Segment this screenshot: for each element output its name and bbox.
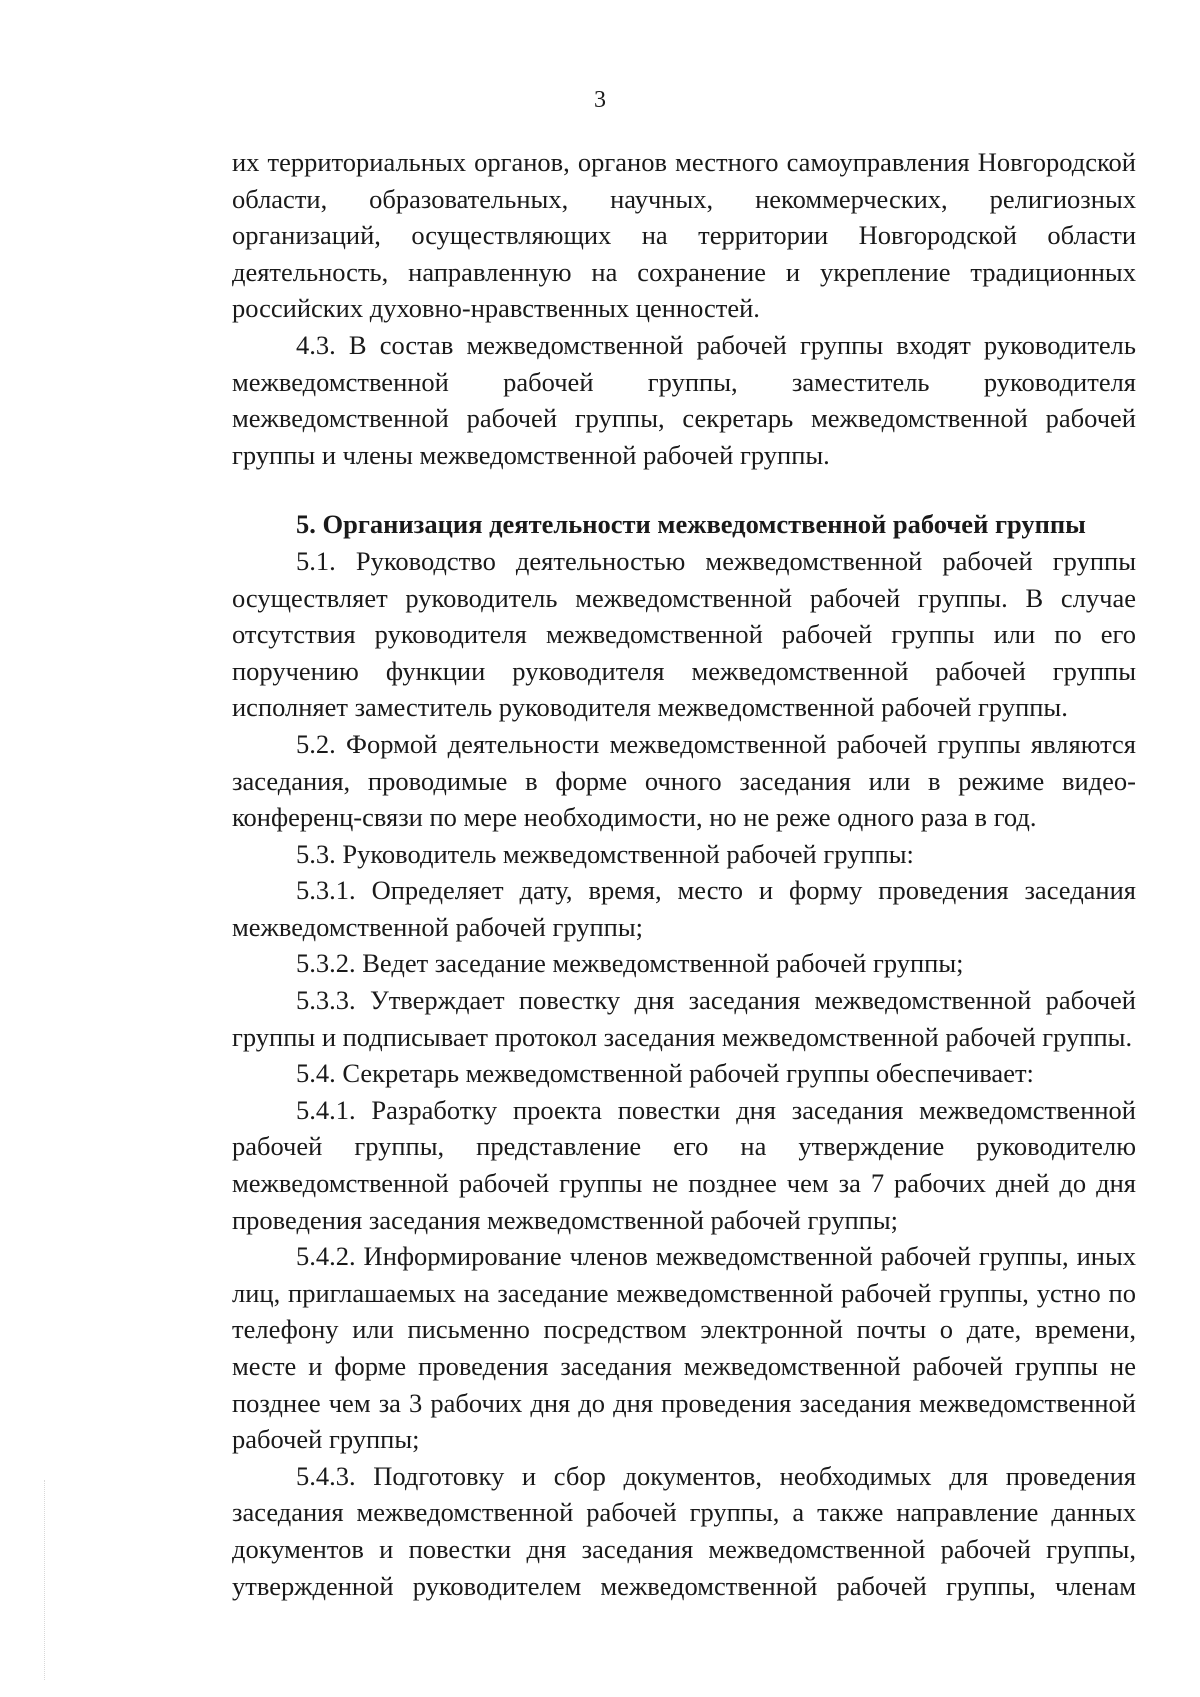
scan-edge-marks — [44, 1480, 47, 1680]
paragraph-5-4-2: 5.4.2. Информирование членов межведомственной рабочей группы, иных лиц, приглашаемых на заседание межведомственной рабочей группы, устно по телефону или письменно посредством электронной почты о дате, времени, месте и форме проведения заседания межведомственной рабочей группы не позднее чем за 3 рабочих дня до дня проведения заседания межведомственной рабочей группы; — [232, 1241, 1136, 1455]
paragraph-4-3: 4.3. В состав межведомственной рабочей группы входят руководитель межведомственной рабочей группы, заместитель руководителя межведомственной рабочей группы, секретарь межведомственной рабочей группы и члены межведомственной рабочей группы. — [232, 329, 1136, 470]
paragraph-5-3-1: 5.3.1. Определяет дату, время, место и форму проведения заседания межведомственной рабочей группы; — [232, 875, 1136, 942]
paragraph-5-3: 5.3. Руководитель межведомственной рабочей группы: — [296, 838, 914, 869]
paragraph-intro: их территориальных органов, органов местного самоуправления Новгородской области, образовательных, научных, некоммерческих, религиозных организаций, осуществляющих на территории Новгородской области деятельность, направленную на сохранение и укрепление традиционных российских духовно-нравственных ценностей. — [232, 147, 1136, 324]
paragraph-5-4-3: 5.4.3. Подготовку и сбор документов, необходимых для проведения заседания межведомственной рабочей группы, а также направление данных документов и повестки дня заседания межведомственной рабочей группы, утвержденной руководителем межведомственной рабочей группы, членам — [232, 1460, 1136, 1601]
page-number: 3 — [594, 87, 606, 113]
paragraph-5-1: 5.1. Руководство деятельностью межведомственной рабочей группы осуществляет руководитель межведомственной рабочей группы. В случае отсутствия руководителя межведомственной рабочей группы или по его поручению функции руководителя межведомственной рабочей группы исполняет заместитель руководителя межведомственной рабочей группы. — [232, 545, 1136, 723]
paragraph-5-3-2: 5.3.2. Ведет заседание межведомственной рабочей группы; — [296, 948, 964, 979]
paragraph-5-3-3: 5.3.3. Утверждает повестку дня заседания межведомственной рабочей группы и подписывает протокол заседания межведомственной рабочей группы. — [232, 985, 1136, 1052]
paragraph-5-2: 5.2. Формой деятельности межведомственной рабочей группы являются заседания, проводимые в форме очного заседания или в режиме видео-конференц-связи по мере необходимости, но не реже одного раза в год. — [232, 728, 1136, 833]
paragraph-5-4: 5.4. Секретарь межведомственной рабочей группы обеспечивает: — [296, 1058, 1034, 1089]
document-body — [232, 144, 1136, 1604]
paragraph-5-4-1: 5.4.1. Разработку проекта повестки дня заседания межведомственной рабочей группы, представление его на утверждение руководителю межведомственной рабочей группы не позднее чем за 7 рабочих дней до дня проведения заседания межведомственной рабочей группы; — [232, 1094, 1136, 1235]
section-5-heading: 5. Организация деятельности межведомственной рабочей группы — [296, 509, 1086, 540]
